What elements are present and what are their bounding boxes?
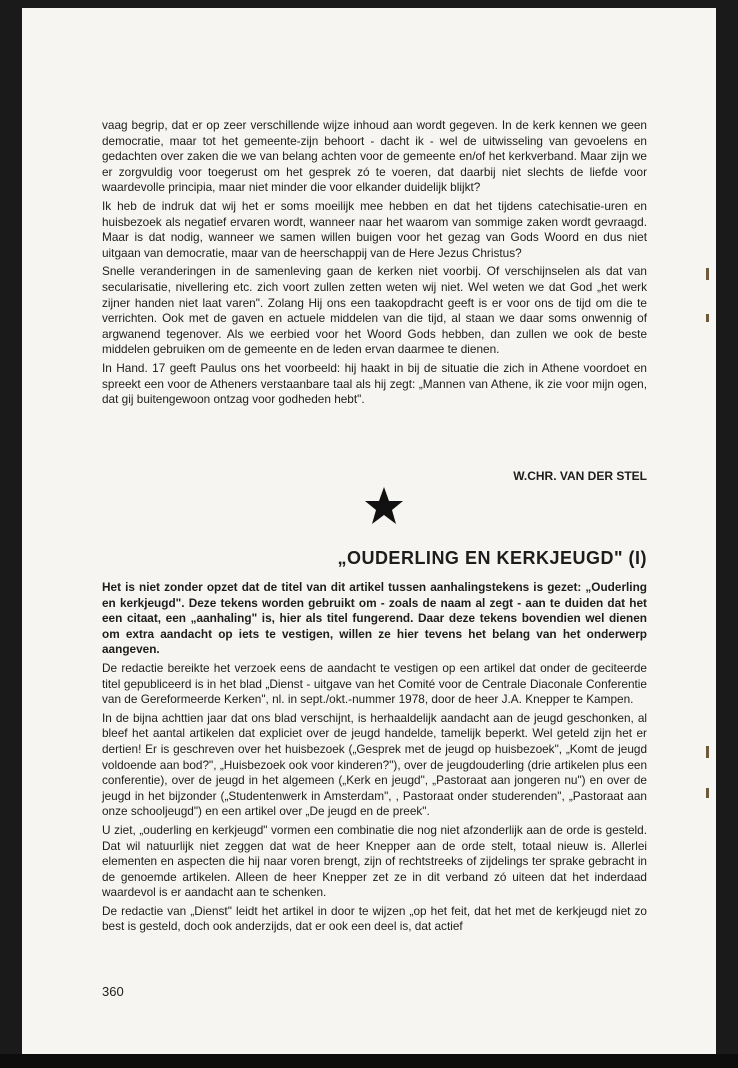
author-signature: W.CHR. VAN DER STEL — [513, 469, 647, 483]
paragraph: De redactie van „Dienst" leidt het artikel in door te wijzen „op het feit, dat het met de kerkjeugd niet zo best is gesteld, doch ook anderzijds, dat er ook een deel is, dat actief — [102, 903, 647, 934]
star-separator-icon — [364, 486, 404, 526]
article-body — [102, 580, 647, 938]
article-continuation — [102, 118, 647, 411]
article-title: „OUDERLING EN KERKJEUGD" (I) — [337, 548, 647, 568]
scan-mark — [706, 268, 709, 280]
paragraph: De redactie bereikte het verzoek eens de aandacht te vestigen op een artikel dat onder de geciteerde titel gepubliceerd is in het blad „Dienst - uitgave van het Comité voor de Centrale Diaconale Conferentie van de Gereformeerde Kerken", nl. in sept./okt.-nummer 1978, door de heer J.A. Knepper te Kampen. — [102, 660, 647, 707]
scan-border — [0, 1054, 738, 1068]
paragraph: U ziet, „ouderling en kerkjeugd" vormen een combinatie die nog niet afzonderlijk aan de orde is gesteld. Dat wil natuurlijk niet zeggen dat wat de heer Knepper aan de orde stelt, totaal nieuw is. Allerlei elementen en aspecten die hij naar voren brengt, zijn of rechtstreeks of zijdelings ter sprake gebracht in de genoemde artikelen. Alleen de heer Knepper zet ze in dit verband zó uiteen dat het inderdaad waardevol is er aandacht aan te schenken. — [102, 822, 647, 900]
paragraph: Snelle veranderingen in de samenleving gaan de kerken niet voorbij. Of verschijnselen als dat van secularisatie, nivellering etc. zich voort zullen zetten weten wij niet. Wel weten we dat God „het werk zijner handen niet laat varen". Zolang Hij ons een taakopdracht geeft is er voor ons de tijd om die te verrichten. Ook met de gaven en actuele middelen van die tijd, al staan we daar soms onwennig of argwanend tegenover. Als we eerbied voor het Woord Gods hebben, dan zullen we ook de beste middelen gebruiken om de gemeente en de leden ervan daarmee te dienen. — [102, 264, 647, 357]
paragraph: In de bijna achttien jaar dat ons blad verschijnt, is herhaaldelijk aandacht aan de jeugd geschonken, al bleef het aantal artikelen dat expliciet over de jeugd handelde, tamelijk beperkt. Wel geteld zijn het er dertien! Er is geschreven over het huisbezoek („Gesprek met de jeugd op huisbezoek", „Komt de jeugd voldoende aan bod?", „Huisbezoek ook voor kinderen?"), over de jeugdouderling (drie artikelen plus een conferentie), over de jeugd in het algemeen („Kerk en jeugd", „Pastoraat aan jongeren nu") en over de jeugd in het bijzonder („Studentenwerk in Amsterdam", , Pastoraat onder studerenden", „Pastoraat aan onze schooljeugd") en een artikel over „De jeugd en de preek". — [102, 710, 647, 819]
article-intro: Het is niet zonder opzet dat de titel van dit artikel tussen aanhalingstekens is gezet: „Ouderling en kerkjeugd". Deze tekens worden gebruikt om - zoals de naam al zegt - aan te duiden dat het een citaat, een „aanhaling" is, hier als titel fungerend. Daar deze tekens bovendien wel dienen om extra aandacht op iets te vestigen, willen ze hier tevens het belang van het onderwerp aangeven. — [102, 580, 647, 657]
scan-mark — [706, 788, 709, 798]
paragraph: Ik heb de indruk dat wij het er soms moeilijk mee hebben en dat het tijdens catechisatie-uren en huisbezoek als negatief ervaren wordt, wanneer naar het waarom van sommige zaken wordt gevraagd. Maar is dat nodig, wanneer we samen willen buigen voor het gezag van Gods Woord en dus niet uitgaan van democratie, maar van de heerschappij van de Here Jezus Christus? — [102, 198, 647, 260]
page-number: 360 — [102, 984, 124, 999]
scan-mark — [706, 314, 709, 322]
document-page — [22, 8, 716, 1054]
scan-mark — [706, 746, 709, 758]
paragraph: vaag begrip, dat er op zeer verschillende wijze inhoud aan wordt gegeven. In de kerk kennen we geen democratie, maar tot het gemeente-zijn behoort - dacht ik - wel de uitwisseling van gevoelens en gedachten over zaken die we van belang achten voor de gemeente en/of het kerkverband. Maar zijn we er zorgvuldig voor toegerust om het gesprek zó te voeren, dat daarbij niet slechts de liefde voor waardevolle principia, maar niet minder die voor elkander duidelijk blijkt? — [102, 118, 647, 195]
paragraph: In Hand. 17 geeft Paulus ons het voorbeeld: hij haakt in bij de situatie die zich in Athene voordoet en spreekt een voor de Atheners verstaanbare taal als hij zegt: „Mannen van Athene, ik zie voor mijn ogen, dat gij buitengewoon ontzag voor godheden hebt". — [102, 360, 647, 407]
